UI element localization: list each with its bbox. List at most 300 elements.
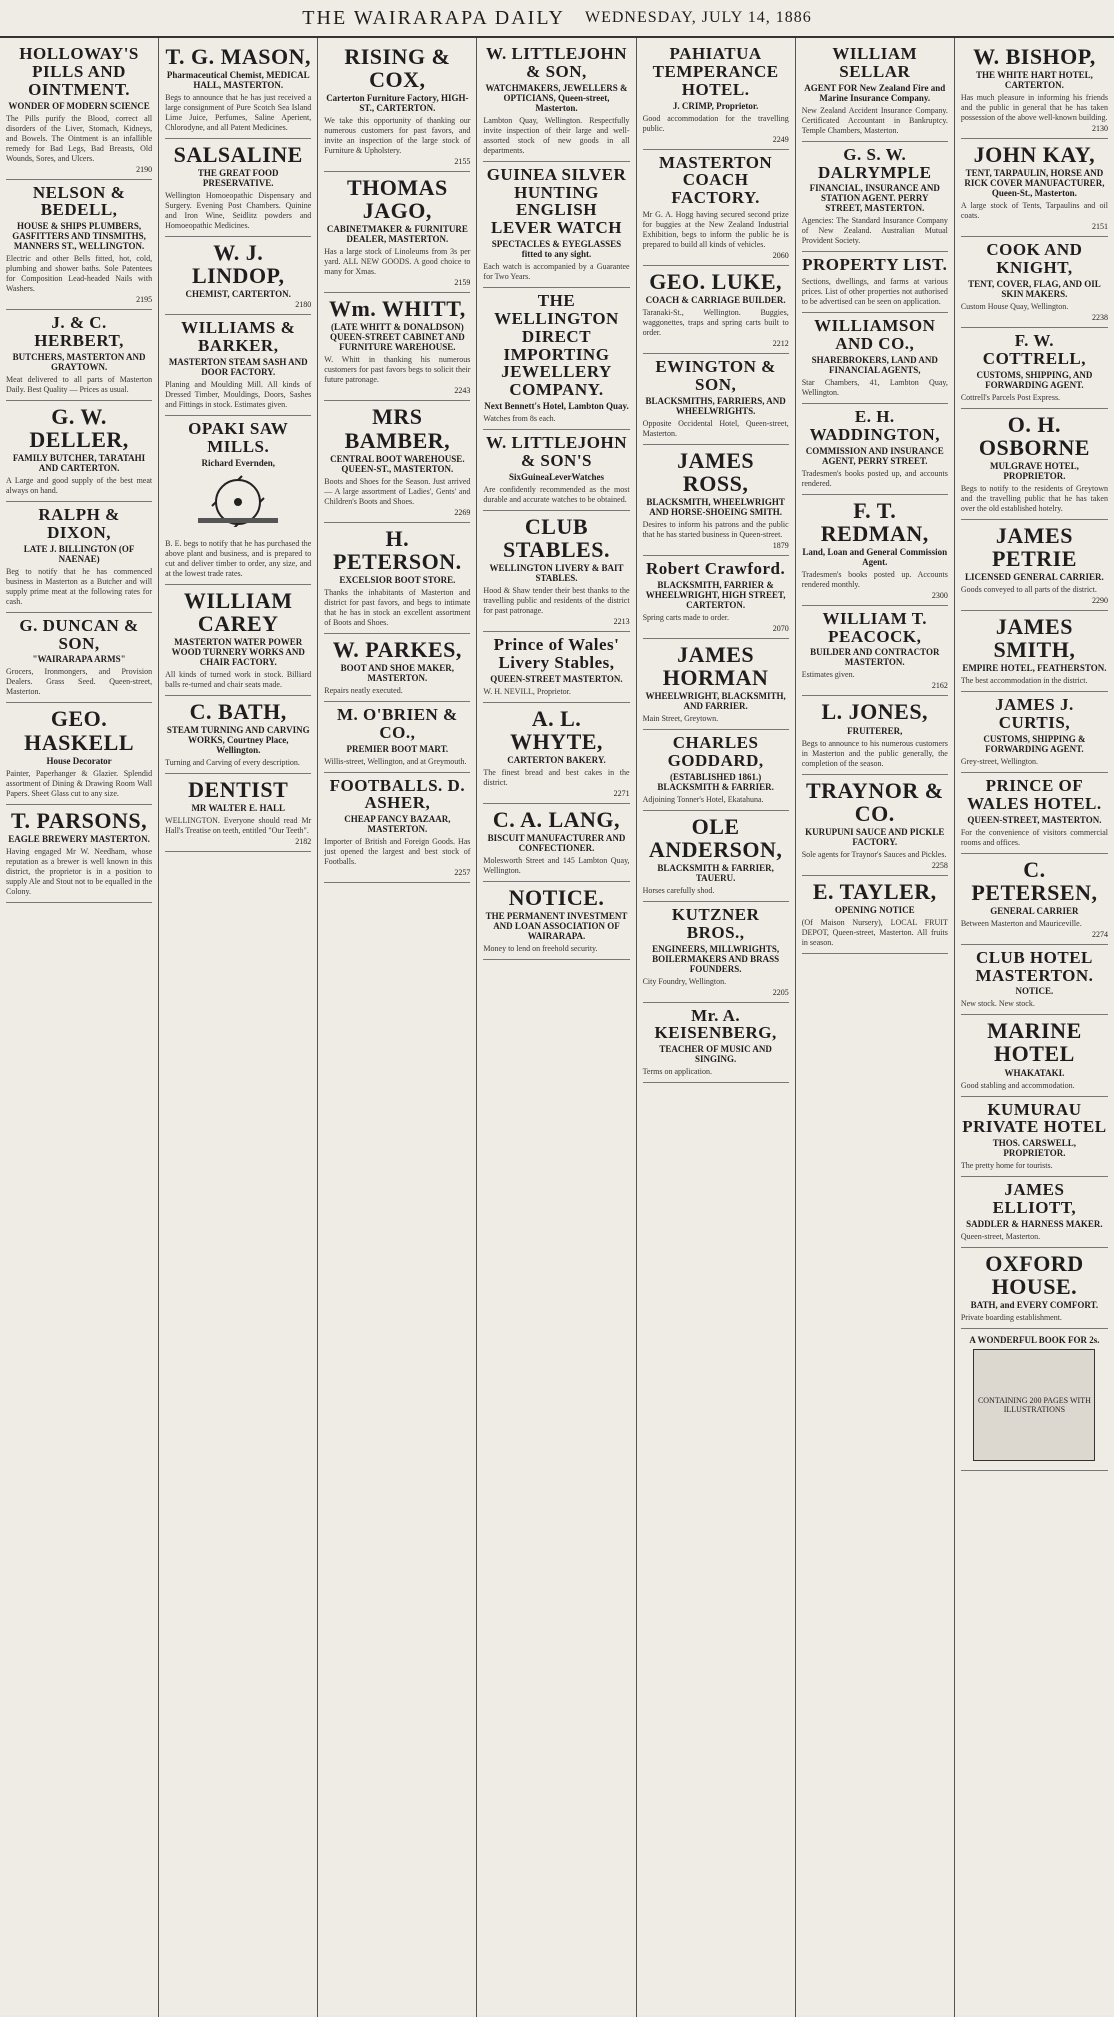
ad-name: G. DUNCAN & SON, — [19, 615, 139, 653]
ad-body-text: Each watch is accompanied by a Guarantee for Two Years. — [483, 262, 630, 282]
ad-name: JAMES PETRIE — [991, 522, 1077, 571]
column-7 — [955, 38, 1114, 2017]
ad-subheading: EXCELSIOR BOOT STORE. — [339, 574, 456, 585]
ad-body-text: Horses carefully shod. — [642, 885, 715, 895]
ad-reference-number: 2070 — [772, 623, 789, 633]
ad-reference-number: 2212 — [772, 339, 789, 349]
advertisement — [961, 692, 1108, 773]
ad-body-text: WELLINGTON. Everyone should read Mr Hall's Treatise on teeth, entitled "Our Teeth". — [165, 816, 312, 836]
book-ad-caption: CONTAINING 200 PAGES WITH ILLUSTRATIONS — [977, 1396, 1091, 1415]
ad-name: A. L. WHYTE, — [510, 705, 603, 754]
ad-subheading: WHEELWRIGHT, BLACKSMITH, AND FARRIER. — [645, 691, 786, 712]
advertisement — [6, 805, 152, 903]
ad-reference-number: 2238 — [1091, 312, 1108, 322]
ad-subheading: WATCHMAKERS, JEWELLERS & OPTICIANS, Queen-street, Masterton. — [485, 82, 628, 113]
ad-body-text: W. Whitt in thanking his numerous customers for past favors begs to solicit their future patronage. — [324, 355, 471, 385]
ad-name: L. JONES, — [821, 699, 929, 725]
ad-subheading: GENERAL CARRIER — [990, 905, 1079, 916]
ad-name: W. LITTLEJOHN & SON, — [486, 44, 627, 81]
advertisement — [324, 702, 470, 773]
ad-subheading: LATE J. BILLINGTON (OF NAENAE) — [23, 543, 135, 564]
ad-body-text: A large stock of Tents, Tarpaulins and oil coats. — [960, 201, 1108, 221]
ad-subheading: SixGuineaLeverWatches — [508, 471, 604, 482]
ad-name: NOTICE. — [508, 884, 605, 910]
ad-body-text: Queen-street, Masterton. — [960, 1231, 1041, 1241]
ad-subheading: CUSTOMS, SHIPPING & FORWARDING AGENT. — [983, 733, 1086, 754]
ad-subheading: STEAM TURNING AND CARVING WORKS, Courtney Place, Wellington. — [166, 725, 310, 756]
ad-subheading: COMMISSION AND INSURANCE AGENT, PERRY STREET. — [805, 445, 944, 466]
ad-subheading: BUTCHERS, MASTERTON AND GRAYTOWN. — [12, 351, 146, 372]
advertisement — [324, 523, 470, 634]
ad-name: TRAYNOR & CO. — [806, 777, 944, 826]
advertisement — [961, 1097, 1108, 1178]
ad-body-text: City Foundry, Wellington. — [642, 976, 727, 986]
ad-subheading: CHEMIST, CARTERTON. — [185, 289, 291, 300]
ad-body-text: The finest bread and best cakes in the district. — [483, 767, 630, 787]
advertisement — [483, 632, 629, 703]
ad-body-text: Estimates given. — [801, 670, 855, 680]
ad-name: JAMES ELLIOTT, — [992, 1180, 1077, 1218]
ad-name: Robert Crawford. — [646, 559, 786, 579]
ad-name: J. & C. HERBERT, — [34, 313, 124, 351]
advertisement — [483, 882, 629, 960]
advertisement — [961, 854, 1108, 945]
masthead-date: WEDNESDAY, JULY 14, 1886 — [584, 9, 812, 26]
ad-reference-number: 2060 — [772, 251, 789, 261]
ad-name: JAMES ROSS, — [677, 447, 755, 496]
book-illustration-icon — [973, 1349, 1095, 1461]
ad-subheading: J. CRIMP, Proprietor. — [672, 100, 759, 111]
ad-subheading: THE WHITE HART HOTEL, CARTERTON. — [975, 70, 1093, 91]
ad-name: GEO. HASKELL — [24, 706, 134, 755]
advertisement — [483, 430, 629, 511]
advertisement — [802, 41, 948, 142]
ad-name: W. BISHOP, — [973, 44, 1096, 69]
ad-subheading: WHAKATAKI. — [1004, 1067, 1065, 1078]
ad-name: CLUB HOTEL MASTERTON. — [975, 947, 1094, 985]
advertisement — [6, 41, 152, 180]
ad-body-text: Are confidently recommended as the most durable and accurate watches to be obtained. — [483, 484, 630, 504]
ad-body-text: Grocers, Ironmongers, and Provision Dealers. Grass Seed. Queen-street, Masterton. — [6, 667, 153, 697]
ad-body-text: Sole agents for Traynor's Sauces and Pickles. — [801, 849, 947, 859]
ad-body-text: Opposite Occidental Hotel, Queen-street, Masterton. — [642, 418, 789, 438]
book-advertisement — [961, 1329, 1108, 1471]
ad-subheading: FAMILY BUTCHER, TARATAHI AND CARTERTON. — [12, 453, 146, 474]
ad-body-text: Painter, Paperhanger & Glazier. Splendid assortment of Dining & Drawing Room Wall Papers. Sheet Glass cut to any size. — [6, 768, 153, 798]
ad-name: CHARLES GODDARD, — [667, 733, 764, 770]
column-5 — [637, 38, 796, 2017]
ad-body-text: Star Chambers, 41, Lambton Quay, Wellington. — [801, 377, 948, 397]
ad-name: JAMES J. CURTIS, — [995, 695, 1074, 732]
ad-name: KUTZNER BROS., — [671, 904, 760, 942]
ad-name: PRINCE OF WALES HOTEL. — [967, 775, 1102, 813]
ad-subheading: CARTERTON BAKERY. — [507, 754, 606, 765]
ad-body-text: Wellington Homoeopathic Dispensary and Surgery. Evening Post Chambers. Quinine and Iron Wine, Seidlitz powders and Homoeopathic Medicines. — [165, 191, 312, 231]
ad-body-text: Spring carts made to order. — [642, 612, 729, 622]
ad-body-text: Grey-street, Wellington. — [960, 756, 1039, 766]
advertisement — [802, 404, 948, 495]
advertisement — [165, 416, 311, 585]
ad-reference-number: 2159 — [454, 278, 471, 288]
ad-name: F. T. REDMAN, — [820, 497, 929, 546]
ad-subheading: Pharmaceutical Chemist, MEDICAL HALL, MASTERTON. — [166, 70, 310, 91]
ad-body-text: Good stabling and accommodation. — [960, 1080, 1075, 1090]
ad-name: THOMAS JAGO, — [346, 175, 448, 224]
ad-reference-number: 2151 — [1091, 222, 1108, 232]
advertisement — [165, 774, 311, 852]
ad-body-text: Money to lend on freehold security. — [483, 944, 598, 954]
ad-body-text: Has much pleasure in informing his friends and the public in general that he has taken possession of the above well-known building. — [960, 93, 1108, 123]
advertisement — [643, 150, 789, 267]
ad-reference-number: 2258 — [931, 860, 948, 870]
ad-subheading: PREMIER BOOT MART. — [346, 743, 449, 754]
ad-body-text: Lambton Quay, Wellington. Respectfully invite inspection of their large and well-assorted stock of new goods in all departments. — [483, 115, 630, 155]
ad-subheading: TEACHER OF MUSIC AND SINGING. — [659, 1044, 772, 1065]
ad-subheading: CUSTOMS, SHIPPING, AND FORWARDING AGENT. — [976, 369, 1093, 390]
advertisement — [802, 775, 948, 876]
ad-subheading: QUEEN-STREET MASTERTON. — [490, 673, 623, 684]
ad-name: C. PETERSEN, — [971, 856, 1098, 905]
ad-name: MRS BAMBER, — [344, 404, 451, 453]
advertisement — [802, 696, 948, 774]
ad-subheading: Next Bennett's Hotel, Lambton Quay. — [484, 401, 629, 412]
ad-name: H. PETERSON. — [333, 525, 462, 574]
ad-body-text: Watches from 8s each. — [483, 414, 556, 424]
ad-name: WILLIAM T. PEACOCK, — [822, 608, 928, 646]
advertisement — [483, 162, 629, 288]
column-4 — [477, 38, 636, 2017]
ad-body-text: Meat delivered to all parts of Masterton Daily. Best Quality — Prices as usual. — [6, 374, 153, 394]
ad-reference-number: 2243 — [454, 386, 471, 396]
ad-subheading: BLACKSMITH, FARRIER & WHEELWRIGHT, HIGH STREET, CARTERTON. — [645, 579, 786, 610]
ad-name: NELSON & BEDELL, — [32, 182, 126, 220]
ad-body-text: Mr G. A. Hogg having secured second prize for buggies at the New Zealand Industrial Exhibition, begs to inform the public he is prepared to build all kinds of vehicles. — [642, 210, 789, 250]
ad-subheading: CHEAP FANCY BAZAAR, MASTERTON. — [344, 814, 451, 835]
advertisement — [324, 41, 470, 172]
advertisement — [961, 1177, 1108, 1248]
ad-subheading: "WAIRARAPA ARMS" — [32, 654, 126, 665]
ad-body-text: Between Masterton and Mauriceville. — [960, 918, 1082, 928]
ad-name: T. PARSONS, — [11, 807, 148, 833]
ad-reference-number: 2274 — [1091, 929, 1108, 939]
advertisement — [483, 41, 629, 162]
ad-body-text: Main Street, Greytown. — [642, 714, 719, 724]
ad-reference-number: 2180 — [295, 300, 312, 310]
ad-name: CLUB STABLES. — [503, 513, 610, 562]
ad-body-text: Cottrell's Parcels Post Express. — [960, 392, 1061, 402]
ad-subheading: EMPIRE HOTEL, FEATHERSTON. — [962, 663, 1107, 674]
ad-subheading: THOS. CARSWELL, PROPRIETOR. — [992, 1138, 1077, 1159]
ad-subheading: SPECTACLES & EYEGLASSES fitted to any sight. — [491, 239, 622, 260]
ad-name: GUINEA SILVER HUNTING ENGLISH LEVER WATCH — [486, 164, 627, 238]
ad-subheading: BLACKSMITH, WHEELWRIGHT AND HORSE-SHOEING SMITH. — [646, 497, 785, 518]
advertisement — [802, 313, 948, 404]
ad-name: PAHIATUA TEMPERANCE HOTEL. — [652, 44, 779, 99]
ad-subheading: HOUSE & SHIPS PLUMBERS, GASFITTERS AND TINSMITHS, MANNERS ST., WELLINGTON. — [12, 221, 146, 252]
ad-reference-number: 2155 — [454, 157, 471, 167]
ad-name: Wm. WHITT, — [328, 296, 466, 322]
advertisement — [643, 730, 789, 811]
ad-name: OXFORD HOUSE. — [985, 1250, 1084, 1300]
ad-body-text: Hood & Shaw tender their best thanks to the travelling public and residents of the district for past patronage. — [483, 586, 630, 615]
ad-name: Prince of Wales' Livery Stables, — [493, 635, 620, 672]
ad-body-text: Turning and Carving of every description. — [165, 758, 300, 768]
ad-name: C. BATH, — [189, 698, 287, 724]
ad-body-text: Begs to notify to the residents of Greytown and the travelling public that he has taken over the old established hotelry. — [960, 483, 1108, 513]
ad-reference-number: 2271 — [613, 788, 630, 798]
masthead-title: THE WAIRARAPA DAILY — [302, 6, 565, 29]
ad-body-text: Having engaged Mr W. Needham, whose reputation as a brewer is well known in this district, the proprietor is in a position to supply Ale and Stout not to be equalled in the Colony. — [6, 846, 153, 896]
ad-name: FOOTBALLS. D. ASHER, — [329, 775, 466, 813]
ad-subheading: QUEEN-STREET, MASTERTON. — [967, 814, 1102, 825]
ad-subheading: MULGRAVE HOTEL, PROPRIETOR. — [989, 460, 1079, 481]
ad-subheading: EAGLE BREWERY MASTERTON. — [8, 833, 150, 844]
ad-name: KUMURAU PRIVATE HOTEL — [962, 1099, 1107, 1137]
advertisement — [961, 139, 1108, 237]
advertisement — [483, 703, 629, 804]
advertisement — [324, 172, 470, 293]
ad-name: OPAKI SAW MILLS. — [188, 419, 289, 456]
ad-reference-number: 2195 — [136, 295, 153, 305]
ad-body-text: Tradesmen's books posted up, and accounts rendered. — [801, 468, 948, 488]
advertisement — [483, 288, 629, 430]
column-2 — [159, 38, 318, 2017]
advertisement — [961, 409, 1108, 520]
ad-name: PROPERTY LIST. — [802, 255, 948, 275]
ad-reference-number: 2205 — [772, 987, 789, 997]
ad-reference-number: 1879 — [772, 541, 789, 551]
ad-subheading: OPENING NOTICE — [834, 904, 915, 915]
ad-body-text: Private boarding establishment. — [960, 1313, 1062, 1323]
column-1 — [0, 38, 159, 2017]
ad-name: M. O'BRIEN & CO., — [336, 704, 458, 742]
ad-body-text: Sections, dwellings, and farms at various prices. List of other properties not authorised to be advertised can be seen on application. — [801, 277, 948, 307]
ad-body-text: The pretty home for tourists. — [960, 1161, 1053, 1171]
advertisement — [961, 773, 1108, 854]
ad-body-text: Adjoining Tonner's Hotel, Ekatahuna. — [642, 794, 764, 804]
ad-body-text: Importer of British and Foreign Goods. Has just opened the largest and best stock of Footballs. — [324, 837, 471, 867]
ad-subheading: CENTRAL BOOT WAREHOUSE. QUEEN-ST., MASTERTON. — [330, 453, 465, 474]
book-ad-title: A WONDERFUL BOOK FOR 2s. — [969, 1335, 1100, 1346]
advertisement — [165, 315, 311, 416]
ad-body-text: Boots and Shoes for the Season. Just arrived — A large assortment of Ladies', Gents' and Children's Boots and Shoes. — [324, 476, 471, 506]
advertisement — [6, 310, 152, 401]
ad-subheading: House Decorator — [46, 755, 112, 766]
ad-name: RALPH & DIXON, — [38, 505, 120, 542]
advertisement — [643, 639, 789, 730]
ad-subheading: COACH & CARRIAGE BUILDER. — [645, 295, 786, 306]
ad-name: JOHN KAY, — [973, 142, 1096, 168]
ad-body-text: Has a large stock of Linoleums from 3s per yard. ALL NEW GOODS. A good choice to many for Xmas. — [324, 247, 471, 277]
advertisement — [483, 511, 629, 632]
advertisement — [961, 1015, 1108, 1096]
advertisement — [643, 902, 789, 1003]
advertisement — [324, 293, 470, 401]
ad-subheading: FRUITERER, — [847, 725, 903, 736]
advertisement — [6, 502, 152, 613]
ad-subheading: (LATE WHITT & DONALDSON) QUEEN-STREET CABINET AND FURNITURE WAREHOUSE. — [329, 322, 465, 353]
ad-body-text: The best accommodation in the district. — [960, 676, 1088, 686]
ad-body-text: Goods conveyed to all parts of the district. — [960, 584, 1097, 594]
advertisement — [165, 585, 311, 696]
ad-body-text: The Pills purify the Blood, correct all disorders of the Liver, Stomach, Kidneys, and Bowels. The Ointment is an infallible remedy for Bad Legs, Bad Breasts, Old Wounds, Sores, and Ulcers. — [6, 113, 153, 163]
ad-subheading: (ESTABLISHED 1861.) BLACKSMITH & FARRIER. — [657, 771, 774, 792]
ad-body-text: Repairs neatly executed. — [324, 685, 403, 695]
ad-subheading: MASTERTON STEAM SASH AND DOOR FACTORY. — [168, 357, 308, 378]
ad-subheading: WELLINGTON LIVERY & BAIT STABLES. — [489, 563, 624, 583]
ad-subheading: BOOT AND SHOE MAKER, MASTERTON. — [340, 662, 455, 683]
ad-name: WILLIAM SELLAR — [832, 44, 918, 81]
advertisement — [802, 252, 948, 313]
ad-name: W. LITTLEJOHN & SON'S — [486, 433, 627, 470]
ad-name: C. A. LANG, — [492, 806, 621, 832]
ad-subheading: CABINETMAKER & FURNITURE DEALER, MASTERTON. — [326, 224, 468, 245]
advertisement — [961, 328, 1108, 409]
ad-body-text: All kinds of turned work in stock. Billiard balls re-turned and chair seats made. — [165, 669, 312, 689]
advertisement — [165, 139, 311, 237]
ad-subheading: Carterton Furniture Factory, HIGH-ST., CARTERTON. — [326, 93, 469, 114]
ad-body-text: Custom House Quay, Wellington. — [960, 301, 1069, 311]
advertisement — [324, 773, 470, 884]
ad-name: G. W. DELLER, — [29, 403, 129, 452]
ad-name: T. G. MASON, — [165, 44, 311, 69]
ad-body-text: Taranaki-St., Wellington. Buggies, waggonettes, traps and spring carts built to order. — [642, 308, 789, 338]
ad-body-text: Willis-street, Wellington, and at Greymouth. — [324, 756, 467, 766]
ad-body-text: Begs to announce that he has just received a large consignment of Pure Scotch Sea Island Lime Juice, Perfumes, Saline Aperient, Chlorodyne, and all Patent Medicines. — [165, 93, 312, 133]
ad-subheading: WONDER OF MODERN SCIENCE — [8, 100, 150, 111]
ad-body-text: We take this opportunity of thanking our numerous customers for past favors, and invite an inspection of the large stock of Furniture & Upholstery. — [324, 116, 471, 156]
ad-name: E. H. WADDINGTON, — [809, 406, 940, 444]
ad-subheading: TENT, COVER, FLAG, AND OIL SKIN MAKERS. — [968, 278, 1101, 299]
ad-name: JAMES SMITH, — [993, 613, 1076, 663]
ad-subheading: BUILDER AND CONTRACTOR MASTERTON. — [810, 647, 940, 668]
advertisement — [802, 142, 948, 253]
ad-subheading: THE PERMANENT INVESTMENT AND LOAN ASSOCIATION OF WAIRARAPA. — [485, 911, 628, 942]
advertisement — [6, 613, 152, 704]
ad-reference-number: 2162 — [931, 681, 948, 691]
ad-subheading: MASTERTON WATER POWER WOOD TURNERY WORKS AND CHAIR FACTORY. — [171, 636, 305, 667]
ad-name: O. H. OSBORNE — [978, 411, 1090, 460]
ad-name: MASTERTON COACH FACTORY. — [659, 152, 773, 208]
ad-body-text: New stock. New stock. — [960, 999, 1035, 1009]
advertisement — [961, 945, 1108, 1016]
ad-subheading: Land, Loan and General Commission Agent. — [802, 546, 948, 567]
advertisement — [643, 811, 789, 902]
ad-body-text: A Large and good supply of the best meat always on hand. — [6, 476, 153, 496]
ad-body-text: Electric and other Bells fitted, hot, cold, plumbing and shower baths. Sole Patentees for Composition Lead-headed Nails with Washers. — [6, 254, 153, 294]
ad-subheading: SHAREBROKERS, LAND AND FINANCIAL AGENTS, — [811, 354, 938, 375]
ad-subheading: NOTICE. — [1015, 986, 1054, 997]
ad-name: WILLIAM CAREY — [183, 587, 293, 636]
ad-body-text: Terms on application. — [642, 1067, 712, 1077]
ad-subheading: Richard Evernden, — [201, 457, 275, 468]
ad-name: DENTIST — [188, 777, 289, 803]
ad-subheading: ENGINEERS, MILLWRIGHTS, BOILERMAKERS AND BRASS FOUNDERS. — [652, 943, 780, 974]
ad-body-text: Beg to notify that he has commenced business in Masterton as a Butcher and will supply prime meat at the following rates for cash. — [6, 566, 153, 606]
ad-body-text: Thanks the inhabitants of Masterton and district for past favors, and begs to intimate that he has in stock an excellent assortment of Boots and Shoes. — [324, 587, 471, 627]
advertisement — [643, 266, 789, 354]
advertisement — [324, 401, 470, 522]
advertisement — [6, 180, 152, 311]
ad-name: E. TAYLER, — [812, 878, 937, 904]
ad-body-text: Desires to inform his patrons and the public that he has started business in Queen-street. — [642, 520, 789, 540]
ad-body-text: Agencies: The Standard Insurance Company of New Zealand. Australian Mutual Provident Society. — [801, 216, 948, 246]
advertisement — [643, 1003, 789, 1084]
ad-subheading: BLACKSMITH & FARRIER, TAUERU. — [657, 862, 774, 883]
ad-name: WILLIAMS & BARKER, — [181, 318, 296, 356]
ad-name: GEO. LUKE, — [649, 269, 782, 295]
advertisement — [643, 445, 789, 556]
advertisement — [6, 401, 152, 502]
ad-name: W. J. LINDOP, — [191, 240, 285, 289]
advertisement — [802, 876, 948, 954]
ad-subheading: MR WALTER E. HALL — [191, 803, 285, 814]
ad-name: EWINGTON & SON, — [655, 357, 776, 394]
ad-body-text: New Zealand Accident Insurance Company. Certificated Accountant in Bankruptcy. Temple Chambers, Masterton. — [801, 105, 948, 135]
ad-body-text: W. H. NEVILL, Proprietor. — [483, 686, 571, 696]
ad-reference-number: 2290 — [1091, 595, 1108, 605]
ad-name: JAMES HORMAN — [662, 641, 769, 690]
ad-name: G. S. W. DALRYMPLE — [818, 144, 932, 182]
advertisement — [802, 606, 948, 697]
ad-body-text: Begs to announce to his numerous customers in Masterton and the public generally, the completion of the season. — [801, 738, 948, 768]
ad-reference-number: 2269 — [454, 507, 471, 517]
advertisement — [961, 611, 1108, 692]
ad-name: OLE ANDERSON, — [648, 813, 783, 862]
ad-reference-number: 2257 — [454, 868, 471, 878]
ad-subheading: SADDLER & HARNESS MAKER. — [966, 1218, 1103, 1229]
column-6 — [796, 38, 955, 2017]
ad-subheading: BISCUIT MANUFACTURER AND CONFECTIONER. — [487, 832, 626, 853]
advertisement — [643, 556, 789, 639]
ad-subheading: TENT, TARPAULIN, HORSE AND RICK COVER MANUFACTURER, Queen-St., Masterton. — [964, 168, 1105, 199]
ad-name: HOLLOWAY'S PILLS AND OINTMENT. — [19, 44, 139, 99]
ad-name: W. PARKES, — [332, 636, 462, 662]
advertisement — [483, 804, 629, 882]
ad-subheading: AGENT FOR New Zealand Fire and Marine Insurance Company. — [804, 82, 946, 103]
ad-reference-number: 2249 — [772, 134, 789, 144]
ad-subheading: LICENSED GENERAL CARRIER. — [965, 571, 1104, 582]
ad-name: COOK AND KNIGHT, — [986, 240, 1083, 278]
ad-reference-number: 2213 — [613, 617, 630, 626]
ad-body-text: B. E. begs to notify that he has purchased the above plant and business, and is prepared to cut and deliver timber to order, any size, and at the lowest trade rates. — [165, 538, 312, 578]
advertisement — [961, 520, 1108, 611]
ad-reference-number: 2190 — [136, 164, 153, 174]
ad-reference-number: 2130 — [1091, 124, 1108, 134]
ad-body-text: Good accommodation for the travelling public. — [642, 113, 789, 133]
ad-subheading: BATH, and EVERY COMFORT. — [970, 1300, 1099, 1311]
ad-reference-number: 2300 — [931, 590, 948, 600]
ad-name: THE WELLINGTON DIRECT IMPORTING JEWELLERY COMPANY. — [494, 291, 619, 400]
advertisement — [961, 237, 1108, 328]
ad-body-text: (Of Maison Nursery), LOCAL FRUIT DEPOT, Queen-street, Masterton. All fruits in season. — [801, 917, 948, 947]
ad-name: Mr. A. KEISENBERG, — [654, 1005, 777, 1043]
ad-subheading: THE GREAT FOOD PRESERVATIVE. — [197, 168, 279, 189]
column-3 — [318, 38, 477, 2017]
ad-body-text: Molesworth Street and 145 Lambton Quay, Wellington. — [483, 855, 630, 875]
advertisement — [643, 354, 789, 445]
advertisement — [961, 41, 1108, 139]
ad-reference-number: 2182 — [295, 837, 312, 847]
advertisement-columns — [0, 38, 1114, 2017]
masthead — [0, 0, 1114, 38]
ad-subheading: FINANCIAL, INSURANCE AND STATION AGENT. PERRY STREET, MASTERTON. — [809, 183, 940, 214]
ad-body-text: Tradesmen's books posted up. Accounts rendered monthly. — [801, 569, 948, 589]
ad-name: F. W. COTTRELL, — [982, 330, 1087, 368]
advertisement — [802, 495, 948, 606]
advertisement — [165, 237, 311, 315]
ad-name: MARINE HOTEL — [987, 1018, 1082, 1067]
